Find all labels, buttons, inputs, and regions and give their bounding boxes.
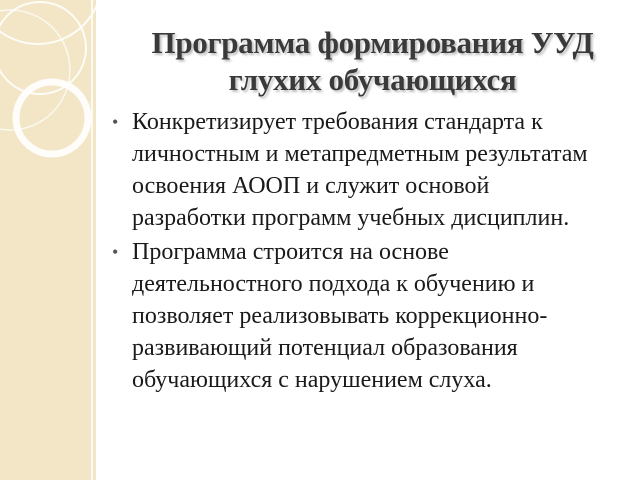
slide-title: [105, 24, 640, 98]
bullet-point-icon: •: [112, 112, 119, 132]
slide-title-line-1: Программа формирования УУД: [151, 25, 594, 60]
slide-title-line-2: глухих обучающихся: [228, 62, 517, 97]
bullet-list: [108, 106, 608, 398]
bullet-text: Программа строится на основе деятельностного подхода к обучению и позволяет реализовывать коррекционно-развивающий потенциал образования обучающихся с нарушением слуха.: [132, 239, 548, 393]
bullet-item: [108, 236, 608, 396]
bullet-point-icon: •: [112, 242, 119, 262]
decorative-side-band: [0, 0, 96, 480]
circle-ornament-icon: [0, 0, 96, 480]
bullet-text: Конкретизирует требования стандарта к личностным и метапредметным результатам освоения АООП и служит основой разработки программ учебных дисциплин.: [132, 109, 588, 231]
bullet-item: [108, 106, 608, 234]
